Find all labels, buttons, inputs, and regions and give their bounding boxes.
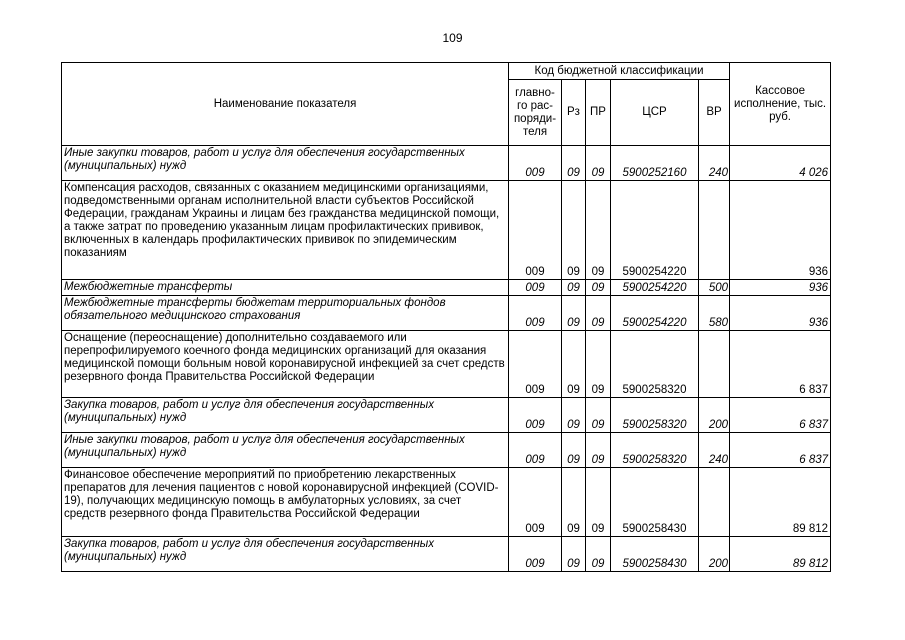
row-amount: 6 837 bbox=[730, 331, 831, 398]
row-vr: 500 bbox=[699, 280, 730, 296]
row-amount: 936 bbox=[730, 280, 831, 296]
header-csr: ЦСР bbox=[611, 80, 699, 146]
table-row bbox=[62, 433, 831, 468]
header-name: Наименование показателя bbox=[62, 63, 509, 146]
row-amount: 6 837 bbox=[730, 433, 831, 468]
header-amount: Кассовое исполнение, тыс. руб. bbox=[730, 63, 831, 146]
row-csr: 5900258320 bbox=[611, 398, 699, 433]
row-csr: 5900254220 bbox=[611, 280, 699, 296]
row-name: Финансовое обеспечение мероприятий по приобретению лекарственных препаратов для лечения пациентов с новой коронавирусной инфекцией (COVID-19), получающих медицинскую помощь в амбулаторных условиях, за счет средств резервного фонда Правительства Российской Федерации bbox=[62, 468, 509, 537]
row-amount: 6 837 bbox=[730, 398, 831, 433]
table-row bbox=[62, 280, 831, 296]
row-vr: 200 bbox=[699, 537, 730, 572]
row-gl: 009 bbox=[509, 296, 562, 331]
row-vr bbox=[699, 331, 730, 398]
row-name: Межбюджетные трансферты bbox=[62, 280, 509, 296]
row-gl: 009 bbox=[509, 146, 562, 181]
row-name: Межбюджетные трансферты бюджетам территориальных фондов обязательного медицинского страхования bbox=[62, 296, 509, 331]
row-pr: 09 bbox=[586, 537, 611, 572]
row-pr: 09 bbox=[586, 146, 611, 181]
row-rz: 09 bbox=[562, 537, 586, 572]
row-name: Компенсация расходов, связанных с оказанием медицинскими организациями, подведомственными органам исполнительной власти субъектов Российской Федерации, гражданам Украины и лицам без гражданства медицинской помощи, а также затрат по проведению указанным лицам профилактических прививок, включенных в календарь профилактических прививок по эпидемическим показаниям bbox=[62, 181, 509, 280]
table-row bbox=[62, 537, 831, 572]
row-name: Закупка товаров, работ и услуг для обеспечения государственных (муниципальных) нужд bbox=[62, 398, 509, 433]
row-vr: 200 bbox=[699, 398, 730, 433]
row-vr bbox=[699, 181, 730, 280]
table-row bbox=[62, 296, 831, 331]
header-code-group: Код бюджетной классификации bbox=[509, 63, 730, 80]
header-vr: ВР bbox=[699, 80, 730, 146]
row-amount: 936 bbox=[730, 181, 831, 280]
row-amount: 89 812 bbox=[730, 468, 831, 537]
row-rz: 09 bbox=[562, 468, 586, 537]
row-gl: 009 bbox=[509, 280, 562, 296]
row-name: Иные закупки товаров, работ и услуг для обеспечения государственных (муниципальных) нужд bbox=[62, 433, 509, 468]
row-csr: 5900258430 bbox=[611, 468, 699, 537]
row-pr: 09 bbox=[586, 280, 611, 296]
row-csr: 5900258320 bbox=[611, 433, 699, 468]
page-number: 109 bbox=[442, 31, 463, 45]
row-pr: 09 bbox=[586, 433, 611, 468]
row-amount: 936 bbox=[730, 296, 831, 331]
budget-table bbox=[61, 62, 831, 572]
row-name: Закупка товаров, работ и услуг для обеспечения государственных (муниципальных) нужд bbox=[62, 537, 509, 572]
row-csr: 5900254220 bbox=[611, 181, 699, 280]
row-pr: 09 bbox=[586, 296, 611, 331]
table-row bbox=[62, 468, 831, 537]
row-rz: 09 bbox=[562, 398, 586, 433]
row-csr: 5900258430 bbox=[611, 537, 699, 572]
row-pr: 09 bbox=[586, 398, 611, 433]
table-row bbox=[62, 398, 831, 433]
row-name: Иные закупки товаров, работ и услуг для обеспечения государственных (муниципальных) нужд bbox=[62, 146, 509, 181]
row-pr: 09 bbox=[586, 331, 611, 398]
table-row bbox=[62, 181, 831, 280]
row-rz: 09 bbox=[562, 280, 586, 296]
row-rz: 09 bbox=[562, 296, 586, 331]
row-amount: 89 812 bbox=[730, 537, 831, 572]
row-vr: 580 bbox=[699, 296, 730, 331]
header-rz: Рз bbox=[562, 80, 586, 146]
row-amount: 4 026 bbox=[730, 146, 831, 181]
table-body bbox=[62, 146, 831, 572]
row-gl: 009 bbox=[509, 433, 562, 468]
row-rz: 09 bbox=[562, 181, 586, 280]
row-gl: 009 bbox=[509, 181, 562, 280]
row-rz: 09 bbox=[562, 331, 586, 398]
row-csr: 5900252160 bbox=[611, 146, 699, 181]
row-gl: 009 bbox=[509, 537, 562, 572]
row-vr: 240 bbox=[699, 433, 730, 468]
row-pr: 09 bbox=[586, 468, 611, 537]
row-name: Оснащение (переоснащение) дополнительно создаваемого или перепрофилируемого коечного фонда медицинских организаций для оказания медицинской помощи больным новой коронавирусной инфекцией за счет средств резервного фонда Правительства Российской Федерации bbox=[62, 331, 509, 398]
row-rz: 09 bbox=[562, 146, 586, 181]
header-gl: главно-го рас-поряди-теля bbox=[509, 80, 562, 146]
table-row bbox=[62, 146, 831, 181]
table-row bbox=[62, 331, 831, 398]
row-csr: 5900254220 bbox=[611, 296, 699, 331]
row-rz: 09 bbox=[562, 433, 586, 468]
row-gl: 009 bbox=[509, 468, 562, 537]
row-gl: 009 bbox=[509, 398, 562, 433]
row-vr bbox=[699, 468, 730, 537]
header-pr: ПР bbox=[586, 80, 611, 146]
row-vr: 240 bbox=[699, 146, 730, 181]
row-pr: 09 bbox=[586, 181, 611, 280]
row-gl: 009 bbox=[509, 331, 562, 398]
row-csr: 5900258320 bbox=[611, 331, 699, 398]
